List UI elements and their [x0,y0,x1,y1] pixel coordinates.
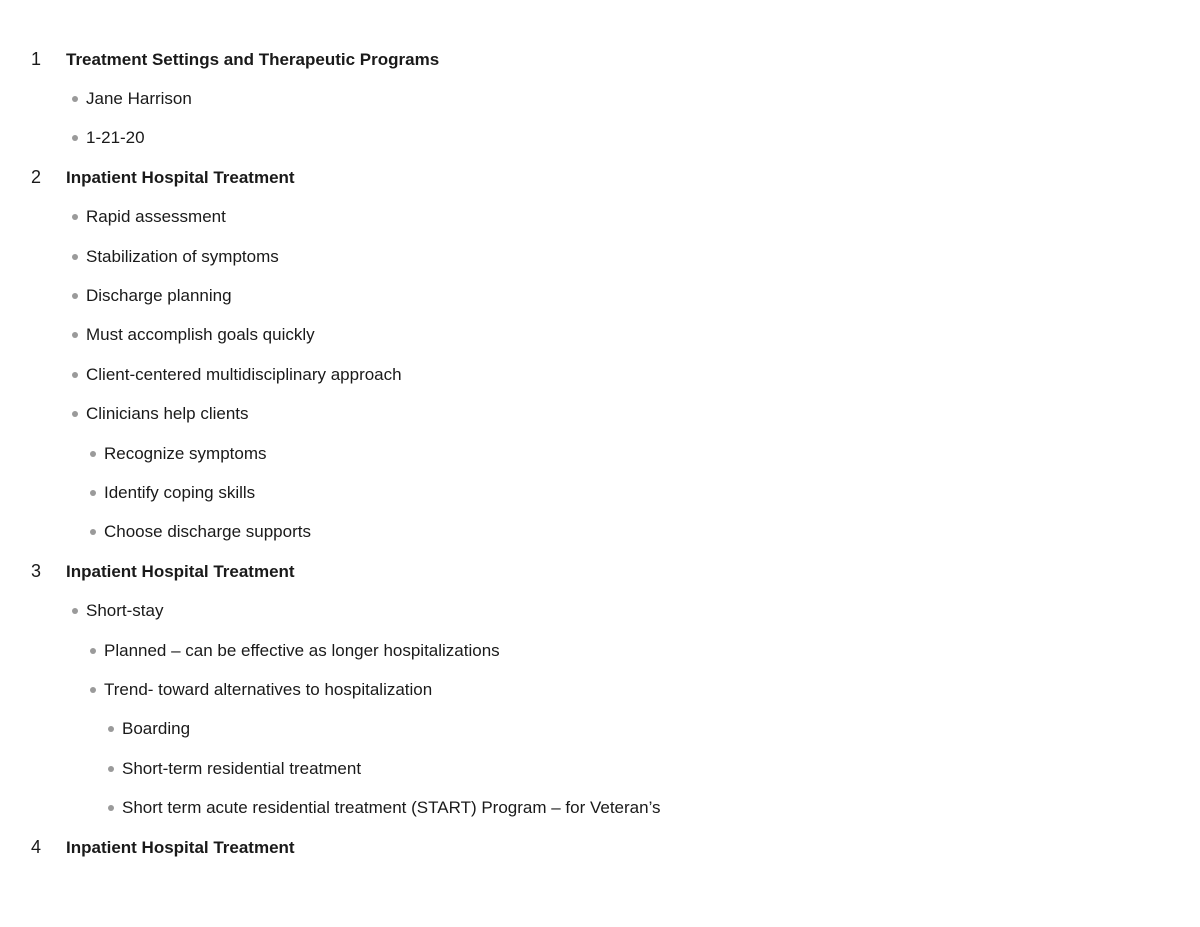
bullet-row[interactable] [0,395,1200,434]
bullet-dot-icon [72,293,78,299]
bullet-item[interactable] [72,89,192,109]
bullet-item[interactable] [72,128,145,148]
slide-row[interactable] [0,552,1200,591]
bullet-item[interactable] [72,601,163,621]
bullet-text: Jane Harrison [86,89,192,109]
bullet-text: Must accomplish goals quickly [86,325,315,345]
bullet-row[interactable] [0,788,1200,827]
bullet-text: Stabilization of symptoms [86,246,279,266]
bullet-dot-icon [72,411,78,417]
bullet-dot-icon [90,451,96,457]
bullet-row[interactable] [0,473,1200,512]
bullet-text: Short term acute residential treatment (START) Program – for Veteran’s [122,798,661,818]
bullet-dot-icon [72,332,78,338]
bullet-dot-icon [72,135,78,141]
bullet-dot-icon [108,766,114,772]
slide-number: 1 [31,49,42,70]
bullet-row[interactable] [0,316,1200,355]
bullet-text: Clinicians help clients [86,404,249,424]
bullet-row[interactable] [0,710,1200,749]
slide-row[interactable] [0,828,1200,867]
sub-bullet-item[interactable] [90,641,500,661]
bullet-item[interactable] [72,286,232,306]
slide-title[interactable]: Inpatient Hospital Treatment [66,561,295,581]
bullet-row[interactable] [0,276,1200,315]
bullet-row[interactable] [0,749,1200,788]
bullet-text: Choose discharge supports [104,522,311,542]
sub-sub-bullet-item[interactable] [108,719,190,739]
bullet-dot-icon [108,726,114,732]
bullet-row[interactable] [0,513,1200,552]
bullet-text: Boarding [122,719,191,739]
bullet-dot-icon [72,254,78,260]
bullet-text: Client-centered multidisciplinary approach [86,364,402,384]
slide-title[interactable]: Inpatient Hospital Treatment [66,837,295,857]
bullet-dot-icon [108,805,114,811]
bullet-row[interactable] [0,79,1200,118]
bullet-item[interactable] [72,207,226,227]
bullet-text: Trend- toward alternatives to hospitalization [104,679,433,699]
sub-bullet-item[interactable] [90,483,255,503]
bullet-row[interactable] [0,119,1200,158]
bullet-row[interactable] [0,434,1200,473]
bullet-text: Recognize symptoms [104,443,267,463]
sub-bullet-item[interactable] [90,522,311,542]
sub-sub-bullet-item[interactable] [108,798,661,818]
sub-sub-bullet-item[interactable] [108,759,361,779]
bullet-dot-icon [72,214,78,220]
bullet-item[interactable] [72,325,315,345]
bullet-row[interactable] [0,670,1200,709]
bullet-dot-icon [90,687,96,693]
slide-row[interactable] [0,158,1200,197]
bullet-text: Short-stay [86,601,164,621]
slide-title[interactable]: Inpatient Hospital Treatment [66,167,295,187]
bullet-text: Identify coping skills [104,482,256,502]
bullet-dot-icon [90,490,96,496]
bullet-dot-icon [90,529,96,535]
bullet-dot-icon [72,96,78,102]
bullet-row[interactable] [0,198,1200,237]
bullet-row[interactable] [0,631,1200,670]
slide-title[interactable]: Treatment Settings and Therapeutic Programs [66,49,440,69]
sub-bullet-item[interactable] [90,680,432,700]
bullet-item[interactable] [72,365,402,385]
bullet-dot-icon [72,608,78,614]
bullet-item[interactable] [72,247,279,267]
slide-row[interactable] [0,40,1200,79]
bullet-dot-icon [90,648,96,654]
slide-number: 3 [31,561,42,582]
bullet-text: 1-21-20 [86,128,145,148]
outline-view [0,40,1200,867]
slide-number: 4 [31,837,42,857]
sub-bullet-item[interactable] [90,444,267,464]
bullet-item[interactable] [72,404,249,424]
bullet-text: Planned – can be effective as longer hospitalizations [104,640,500,660]
slide-number: 2 [31,167,42,188]
bullet-dot-icon [72,372,78,378]
bullet-text: Rapid assessment [86,207,226,227]
bullet-row[interactable] [0,237,1200,276]
bullet-row[interactable] [0,591,1200,630]
bullet-text: Discharge planning [86,286,232,306]
bullet-row[interactable] [0,355,1200,394]
bullet-text: Short-term residential treatment [122,758,362,778]
